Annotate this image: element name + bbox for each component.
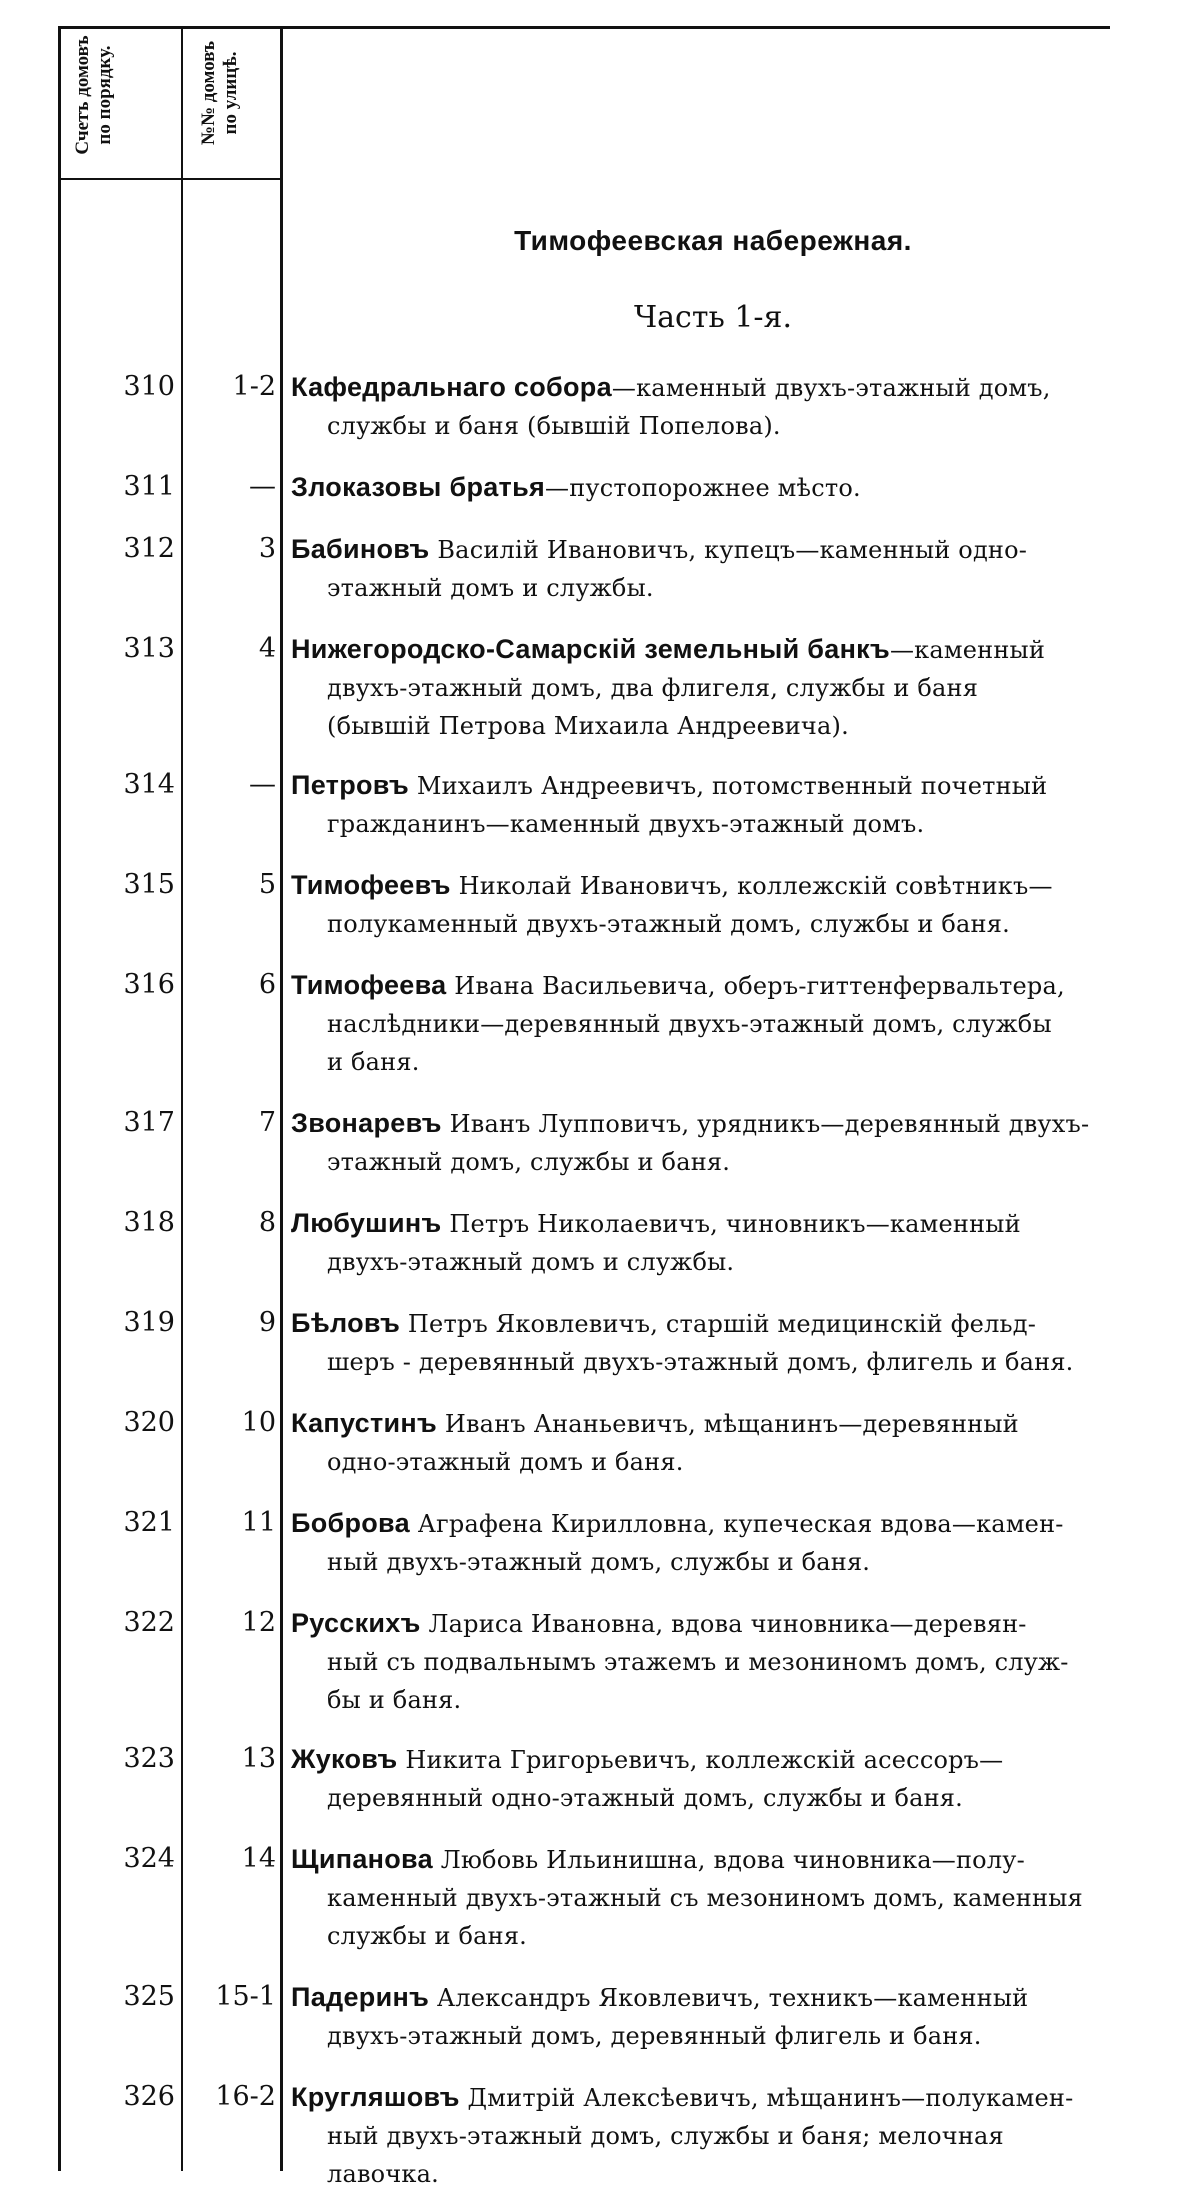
entry-text [291,368,1113,445]
entry-line: Тимофеева Ивана Васильевича, оберъ-гиттенфервальтера, [291,970,1065,1000]
house-count-number: 324 [123,1843,175,1874]
street-house-number: 14 [241,1843,276,1874]
owner-name: Петровъ [291,770,409,800]
owner-name: Жуковъ [291,1744,398,1774]
street-house-number: 7 [258,1107,276,1138]
house-count-number: 311 [123,471,175,502]
entry-line: полукаменный двухъ-этажный домъ, службы и баня. [327,910,1010,938]
entry-line: лавочка. [327,2160,439,2188]
entry-line: Бабиновъ Василій Ивановичъ, купецъ—каменный одно- [291,534,1028,564]
entry-line: Нижегородско-Самарскій земельный банкъ—каменный [291,634,1046,664]
entry-line: каменный двухъ-этажный съ мезониномъ домъ, каменныя [327,1884,1083,1912]
entry-line: (бывшій Петрова Михаила Андреевича). [327,712,849,740]
house-count-number: 318 [123,1207,175,1238]
house-count-number: 310 [123,371,175,402]
street-house-number: 9 [258,1307,276,1338]
entry-line: Злоказовы братья—пустопорожнее мѣсто. [291,472,861,502]
entry-text [291,766,1113,843]
entry-line: Звонаревъ Иванъ Лупповичъ, урядникъ—деревянный двухъ- [291,1108,1090,1138]
owner-name: Бабиновъ [291,534,430,564]
house-count-number: 316 [123,969,175,1000]
entry-text [291,530,1113,607]
entry-text [291,1304,1113,1381]
entry-line: двухъ-этажный домъ, два флигеля, службы и баня [327,674,979,702]
house-count-number: 320 [123,1407,175,1438]
street-house-number: 12 [241,1607,276,1638]
street-house-number: 3 [258,533,276,564]
house-count-number: 317 [123,1107,175,1138]
house-count-number: 325 [123,1981,175,2012]
entry-text [291,2078,1113,2193]
street-house-number: — [249,769,276,800]
entry-line: деревянный одно-этажный домъ, службы и баня. [327,1784,963,1812]
column-rule-2 [280,26,283,2171]
street-house-number: 11 [241,1507,276,1538]
house-count-number: 313 [123,633,175,664]
owner-name: Падеринъ [291,1982,430,2012]
entry-line: службы и баня (бывшій Попелова). [327,412,781,440]
entry-line: службы и баня. [327,1922,528,1950]
entry-text [291,1840,1113,1955]
owner-name: Капустинъ [291,1408,438,1438]
entry-text [291,1504,1113,1581]
owner-name: Звонаревъ [291,1108,442,1138]
entry-line: бы и баня. [327,1686,462,1714]
entry-line: двухъ-этажный домъ, деревянный флигель и баня. [327,2022,982,2050]
entry-line: Тимофеевъ Николай Ивановичъ, коллежскій совѣтникъ— [291,870,1053,900]
entry-text [291,1204,1113,1281]
owner-name: Тимофеевъ [291,870,451,900]
street-house-number: 10 [241,1407,276,1438]
column-header-line: по улицѣ. [220,51,241,135]
owner-name: Боброва [291,1508,410,1538]
street-house-number: 15-1 [215,1981,276,2012]
owner-name: Кафедральнаго собора [291,372,612,402]
street-house-number: 13 [241,1743,276,1774]
column-header-house-count [64,10,124,180]
street-house-number: 8 [258,1207,276,1238]
entry-line: Жуковъ Никита Григорьевичъ, коллежскій асессоръ— [291,1744,1004,1774]
street-house-number: 1-2 [232,371,276,402]
entry-line: Бѣловъ Петръ Яковлевичъ, старшій медицинскій фельд- [291,1308,1037,1338]
entry-line: Русскихъ Лариса Ивановна, вдова чиновника—деревян- [291,1608,1027,1638]
entry-line: Щипанова Любовь Ильинишна, вдова чиновника—полу- [291,1844,1025,1874]
owner-name: Злоказовы братья [291,472,546,502]
house-count-number: 322 [123,1607,175,1638]
entry-line: ный двухъ-этажный домъ, службы и баня. [327,1548,871,1576]
column-header-line: №№ домовъ [198,40,219,146]
entry-text [291,468,1113,507]
entry-text [291,1740,1113,1817]
house-count-number: 326 [123,2081,175,2112]
street-house-number: 6 [258,969,276,1000]
owner-name: Любушинъ [291,1208,442,1238]
entry-text [291,1104,1113,1181]
entry-text [291,866,1113,943]
entry-text [291,966,1113,1081]
owner-name: Тимофеева [291,970,447,1000]
owner-name: Нижегородско-Самарскій земельный банкъ [291,634,890,664]
street-house-number: 4 [258,633,276,664]
street-house-number: 16-2 [215,2081,276,2112]
entry-text [291,1404,1113,1481]
column-header-street-number [190,8,250,178]
street-house-number: — [249,471,276,502]
entry-line: ный съ подвальнымъ этажемъ и мезониномъ домъ, служ- [327,1648,1069,1676]
street-title: Тимофеевская набережная. [514,225,912,256]
entry-text [291,1978,1113,2055]
entry-line: Кафедральнаго собора—каменный двухъ-этажный домъ, [291,372,1051,402]
owner-name: Щипанова [291,1844,433,1874]
entry-line: Любушинъ Петръ Николаевичъ, чиновникъ—каменный [291,1208,1021,1238]
entry-line: ный двухъ-этажный домъ, службы и баня; мелочная [327,2122,1004,2150]
entry-line: двухъ-этажный домъ и службы. [327,1248,735,1276]
owner-name: Кругляшовъ [291,2082,460,2112]
entry-line: Боброва Аграфена Кирилловна, купеческая вдова—камен- [291,1508,1064,1538]
house-count-number: 323 [123,1743,175,1774]
house-count-number: 321 [123,1507,175,1538]
entry-line: этажный домъ и службы. [327,574,654,602]
column-header-line: по порядку. [94,45,115,145]
entry-text [291,1604,1113,1719]
entry-line: и баня. [327,1048,420,1076]
entry-line: этажный домъ, службы и баня. [327,1148,731,1176]
street-house-number: 5 [258,869,276,900]
entry-line: Петровъ Михаилъ Андреевичъ, потомственный почетный [291,770,1048,800]
entry-line: Падеринъ Александръ Яковлевичъ, техникъ—каменный [291,1982,1029,2012]
column-header-line: Счетъ домовъ [72,35,93,155]
part-title: Часть 1-я. [633,300,793,335]
entry-line: шеръ - деревянный двухъ-этажный домъ, флигель и баня. [327,1348,1074,1376]
column-rule-left [58,26,61,2171]
house-count-number: 315 [123,869,175,900]
entry-line: Кругляшовъ Дмитрій Алексѣевичъ, мѣщанинъ—полукамен- [291,2082,1074,2112]
entry-line: одно-этажный домъ и баня. [327,1448,684,1476]
entry-line: Капустинъ Иванъ Ананьевичъ, мѣщанинъ—деревянный [291,1408,1019,1438]
house-count-number: 319 [123,1307,175,1338]
entry-line: наслѣдники—деревянный двухъ-этажный домъ, службы [327,1010,1052,1038]
house-count-number: 312 [123,533,175,564]
owner-name: Русскихъ [291,1608,421,1638]
house-count-number: 314 [123,769,175,800]
entry-line: гражданинъ—каменный двухъ-этажный домъ. [327,810,925,838]
owner-name: Бѣловъ [291,1308,401,1338]
entry-text [291,630,1113,745]
